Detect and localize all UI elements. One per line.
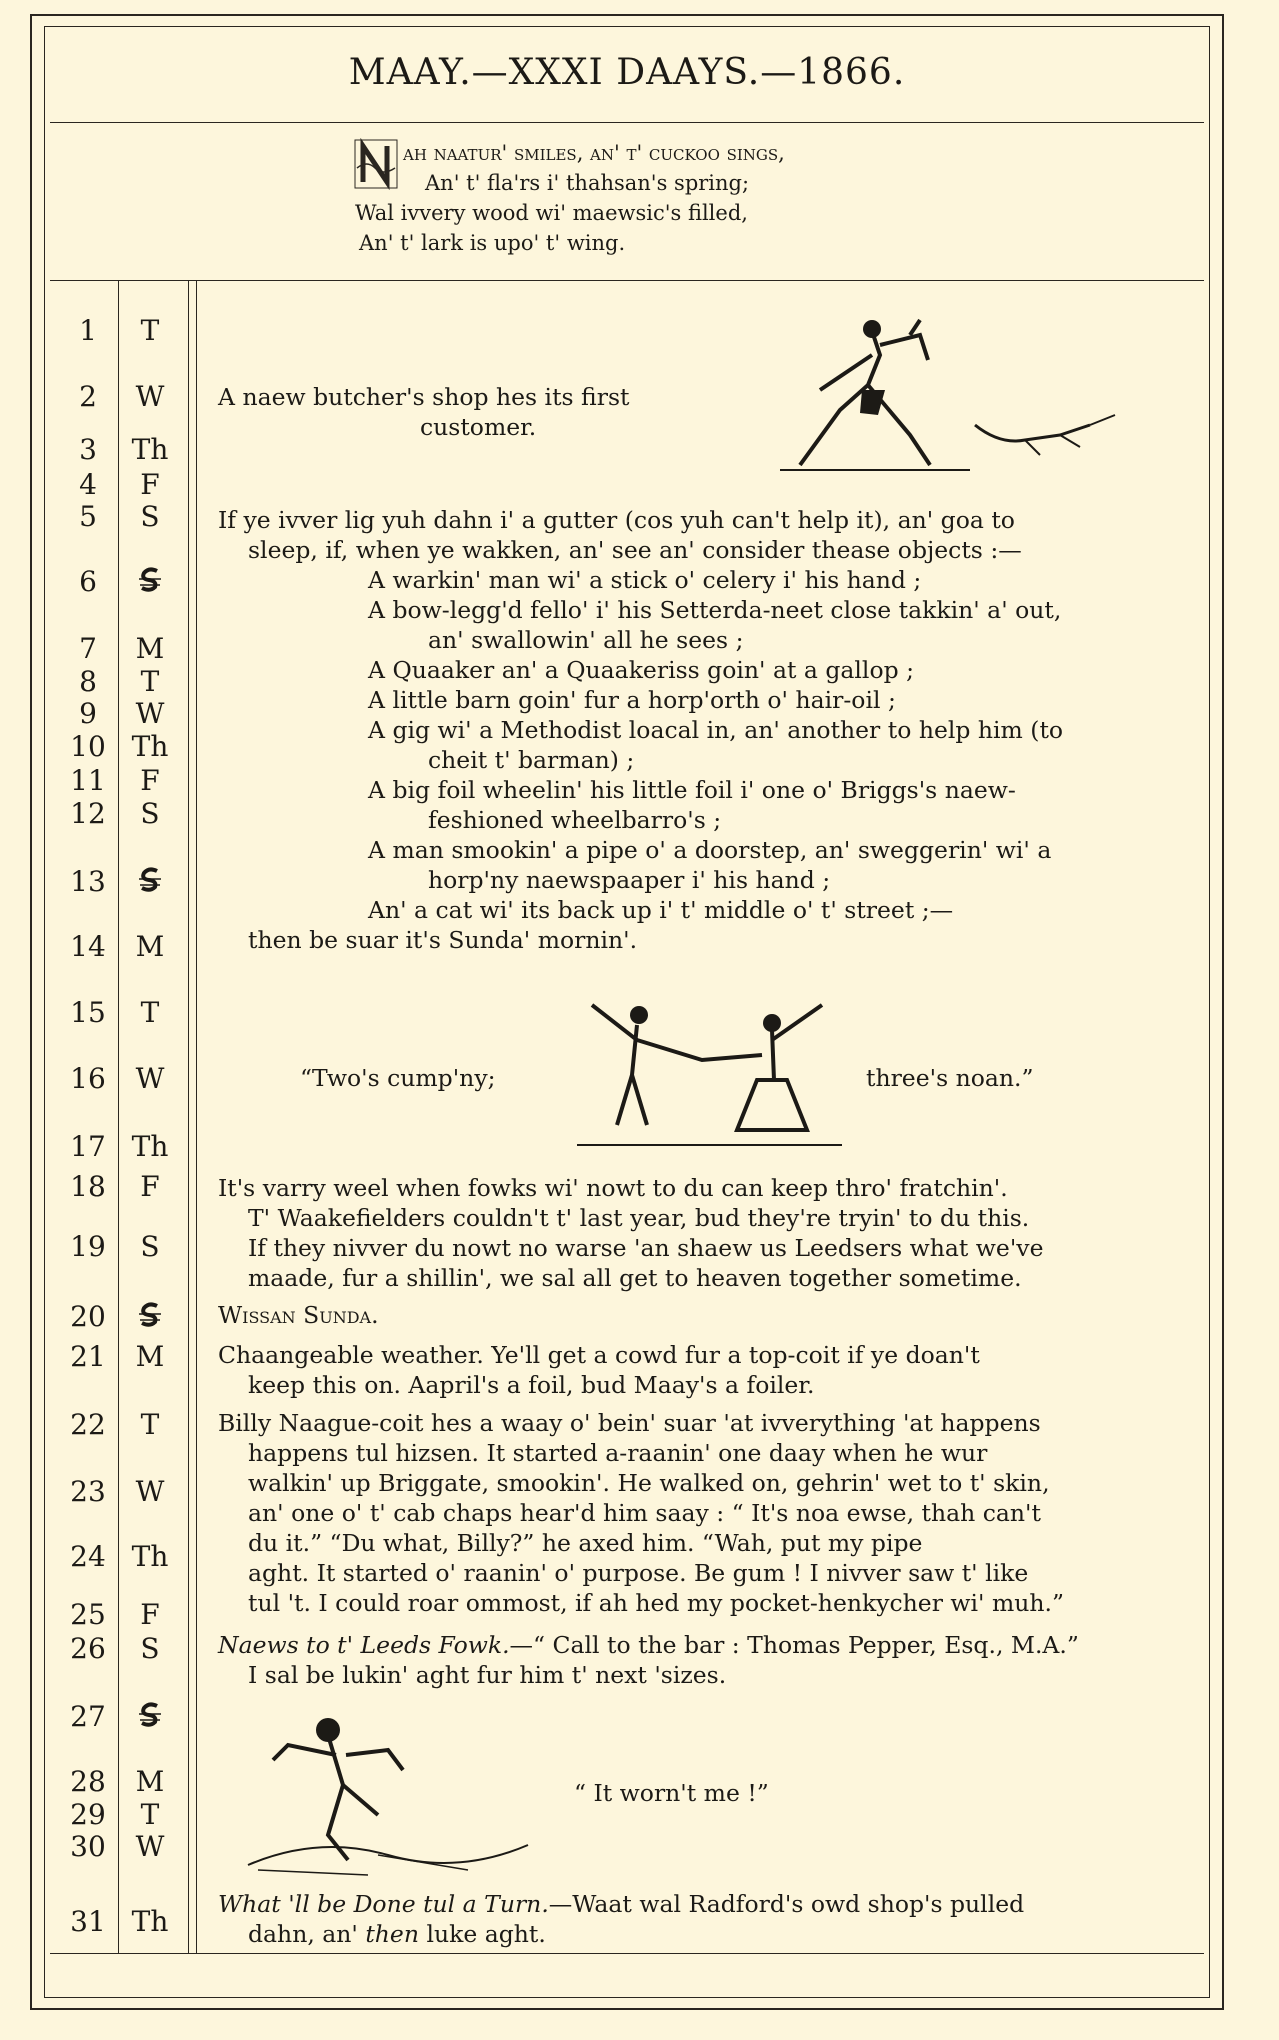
day-number: 4 — [79, 468, 97, 501]
gutter-line: then be suar it's Sunda' mornin'. — [248, 926, 638, 954]
col-rule-2 — [188, 281, 189, 1953]
day-number: 14 — [70, 930, 106, 963]
weekday-letter: S — [140, 500, 160, 533]
caption-twos-company: “Two's cump'ny; — [300, 1064, 496, 1092]
day-number: 17 — [70, 1130, 106, 1163]
weekday-letter: S — [140, 1230, 160, 1263]
weekday-letter: W — [135, 1475, 165, 1508]
day-number: 19 — [70, 1230, 106, 1263]
day-number: 16 — [70, 1062, 106, 1095]
weekday-letter: T — [140, 665, 160, 698]
verse-line-1: ah naatur' smiles, an' t' cuckoo sings, — [403, 141, 785, 165]
entry-butcher-line-1: A naew butcher's shop hes its first — [218, 383, 630, 411]
fratchin-line: If they nivver du nowt no warse 'an shaew us Leedsers what we've — [248, 1234, 1044, 1262]
billy-line: walkin' up Briggate, smookin'. He walked on, gehrin' wet to t' skin, — [248, 1469, 1050, 1497]
weekday-letter: W — [135, 1830, 165, 1863]
title-rule — [50, 122, 1204, 123]
day-number: 27 — [70, 1700, 106, 1733]
fratchin-line: T' Waakefielders couldn't t' last year, bud they're tryin' to du this. — [248, 1204, 1030, 1232]
day-number: 7 — [79, 632, 97, 665]
gutter-line: A warkin' man wi' a stick o' celery i' his hand ; — [368, 566, 922, 594]
weekday-letter: T — [140, 1408, 160, 1441]
sunday-glyph-icon — [120, 565, 180, 600]
entry-turn-line-2: dahn, an' then luke aght. — [248, 1920, 546, 1948]
sunday-glyph-icon — [120, 865, 180, 900]
it-wornt-me-illustration — [228, 1705, 558, 1885]
weather-line: Chaangeable weather. Ye'll get a cowd fur a top-coit if ye doan't — [218, 1341, 980, 1369]
gutter-line: A man smookin' a pipe o' a doorstep, an' sweggerin' wi' a — [368, 836, 1052, 864]
gutter-line: A bow-legg'd fello' i' his Setterda-neet close takkin' a' out, — [368, 596, 1062, 624]
billy-line: du it.” “Du what, Billy?” he axed him. “Wah, put my pipe — [248, 1529, 923, 1557]
billy-line: aght. It started o' raanin' o' purpose. Be gum ! I nivver saw t' like — [248, 1559, 1029, 1587]
day-number: 18 — [70, 1170, 106, 1203]
caption-it-wornt-me: “ It worn't me !” — [574, 1779, 769, 1807]
entry-naews-line-2: I sal be lukin' aght fur him t' next 'sizes. — [248, 1661, 727, 1689]
weekday-letter: W — [135, 1062, 165, 1095]
weekday-letter: Th — [131, 1130, 169, 1163]
day-number: 25 — [70, 1598, 106, 1631]
weekday-letter: W — [135, 697, 165, 730]
bottom-rule — [50, 1953, 1204, 1954]
entry-turn-line-1: What 'll be Done tul a Turn.—Waat wal Radford's owd shop's pulled — [218, 1890, 1025, 1918]
verse-line-3: Wal ivvery wood wi' maewsic's filled, — [355, 201, 748, 225]
day-number: 11 — [70, 764, 106, 797]
day-number: 6 — [79, 565, 97, 598]
fratchin-line: maade, fur a shillin', we sal all get to heaven together sometime. — [248, 1264, 1022, 1292]
entry-whitsun-sunday: Wissan Sunda. — [218, 1301, 379, 1329]
entry-butcher-line-2: customer. — [420, 413, 537, 441]
day-number: 3 — [79, 433, 97, 466]
weekday-letter: F — [140, 1598, 160, 1631]
weekday-letter: F — [140, 1170, 160, 1203]
weekday-letter: T — [140, 1798, 160, 1831]
weekday-letter: Th — [131, 1905, 169, 1938]
weekday-letter: W — [135, 380, 165, 413]
day-number: 9 — [79, 697, 97, 730]
gutter-line: cheit t' barman) ; — [428, 746, 635, 774]
weekday-letter: Th — [131, 1540, 169, 1573]
day-number: 12 — [70, 797, 106, 830]
gutter-line: A gig wi' a Methodist loacal in, an' another to help him (to — [368, 716, 1064, 744]
day-number: 31 — [70, 1905, 106, 1938]
dancing-couple-illustration — [562, 985, 857, 1160]
day-number: 23 — [70, 1475, 106, 1508]
page-title: MAAY.—XXXI DAAYS.—1866. — [348, 52, 906, 93]
day-number: 13 — [70, 865, 106, 898]
gutter-line: A little barn goin' fur a horp'orth o' hair-oil ; — [368, 686, 896, 714]
gutter-line: feshioned wheelbarro's ; — [428, 806, 722, 834]
entry-naews-line-1: Naews to t' Leeds Fowk.—“ Call to the bar : Thomas Pepper, Esq., M.A.” — [218, 1631, 1079, 1659]
weekday-letter: M — [135, 1340, 165, 1373]
billy-line: Billy Naague-coit hes a waay o' bein' suar 'at ivverything 'at happens — [218, 1409, 1041, 1437]
sunday-glyph-icon — [120, 1300, 180, 1335]
day-number: 24 — [70, 1540, 106, 1573]
day-number: 20 — [70, 1300, 106, 1333]
weekday-letter: F — [140, 764, 160, 797]
weather-line: keep this on. Aapril's a foil, bud Maay's a foiler. — [248, 1371, 815, 1399]
weekday-letter: T — [140, 314, 160, 347]
billy-line: an' one o' t' cab chaps hear'd him saay : “ It's noa ewse, thah can't — [248, 1499, 1041, 1527]
weekday-letter: Th — [131, 730, 169, 763]
day-number: 28 — [70, 1765, 106, 1798]
gutter-line: If ye ivver lig yuh dahn i' a gutter (cos yuh can't help it), an' goa to — [218, 506, 1015, 534]
day-number: 22 — [70, 1408, 106, 1441]
day-number: 30 — [70, 1830, 106, 1863]
col-rule-3 — [196, 281, 197, 1953]
weekday-letter: M — [135, 930, 165, 963]
day-number: 15 — [70, 996, 106, 1029]
weekday-letter: F — [140, 468, 160, 501]
gutter-line: An' a cat wi' its back up i' t' middle o' t' street ;— — [368, 896, 954, 924]
butcher-chase-illustration — [760, 315, 1140, 485]
day-number: 21 — [70, 1340, 106, 1373]
day-number: 10 — [70, 730, 106, 763]
verse-line-4: An' t' lark is upo' t' wing. — [359, 231, 626, 255]
gutter-line: sleep, if, when ye wakken, an' see an' consider thease objects :— — [248, 536, 1022, 564]
gutter-line: horp'ny naewspaaper i' his hand ; — [428, 866, 831, 894]
caption-threes-none: three's noan.” — [866, 1064, 1034, 1092]
fratchin-line: It's varry weel when fowks wi' nowt to du can keep thro' fratchin'. — [218, 1174, 1008, 1202]
weekday-letter: Th — [131, 433, 169, 466]
billy-line: tul 't. I could roar ommost, if ah hed my pocket-henkycher wi' muh.” — [248, 1589, 1065, 1617]
verse-rule — [50, 280, 1204, 281]
verse-block — [355, 138, 785, 258]
sunday-glyph-icon — [120, 1700, 180, 1735]
day-number: 2 — [79, 380, 97, 413]
day-number: 5 — [79, 500, 97, 533]
weekday-letter: M — [135, 1765, 165, 1798]
weekday-letter: S — [140, 1632, 160, 1665]
verse-line-2: An' t' fla'rs i' thahsan's spring; — [425, 171, 750, 195]
day-number: 26 — [70, 1632, 106, 1665]
col-rule-1 — [118, 281, 119, 1953]
billy-line: happens tul hizsen. It started a-raanin' one daay when he wur — [248, 1439, 988, 1467]
weekday-letter: T — [140, 996, 160, 1029]
gutter-line: A big foil wheelin' his little foil i' one o' Briggs's naew- — [368, 776, 1016, 804]
gutter-line: A Quaaker an' a Quaakeriss goin' at a gallop ; — [368, 656, 915, 684]
weekday-letter: M — [135, 632, 165, 665]
gutter-line: an' swallowin' all he sees ; — [428, 626, 744, 654]
day-number: 1 — [79, 314, 97, 347]
day-number: 8 — [79, 665, 97, 698]
day-number: 29 — [70, 1798, 106, 1831]
weekday-letter: S — [140, 797, 160, 830]
